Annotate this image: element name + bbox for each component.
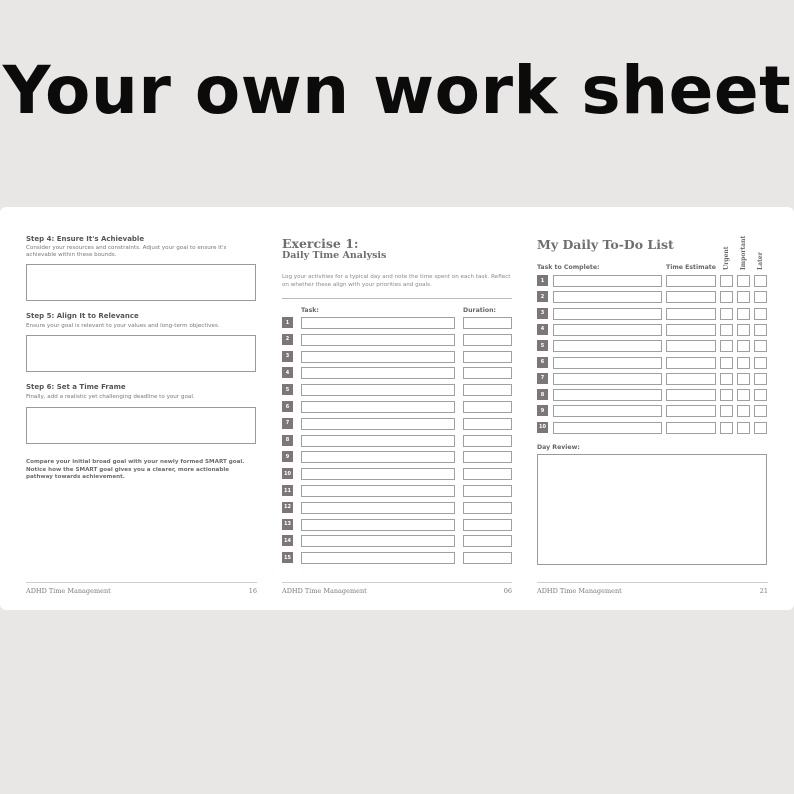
task-field[interactable] <box>301 418 455 430</box>
step-6-answer-box[interactable] <box>26 407 256 444</box>
row-number: 8 <box>537 389 548 400</box>
duration-field[interactable] <box>463 485 512 497</box>
row-number: 4 <box>282 367 293 378</box>
later-checkbox[interactable] <box>754 357 767 369</box>
table-row <box>282 384 512 396</box>
col-time-header: Time Estimate <box>666 264 716 271</box>
step-6-title: Step 6: Set a Time Frame <box>26 383 126 391</box>
duration-field[interactable] <box>463 418 512 430</box>
duration-field[interactable] <box>463 401 512 413</box>
table-row <box>282 418 512 430</box>
step-4-desc: Consider your resources and constraints. Adjust your goal to ensure it's achievable within these bounds. <box>26 245 227 258</box>
duration-field[interactable] <box>463 317 512 329</box>
step-5-desc: Ensure your goal is relevant to your values and long-term objectives. <box>26 323 220 329</box>
urgent-checkbox[interactable] <box>720 275 733 287</box>
middle-page <box>282 207 512 610</box>
time-estimate-field[interactable] <box>666 422 716 434</box>
important-checkbox[interactable] <box>737 405 750 417</box>
col-task-header: Task: <box>301 307 319 314</box>
time-estimate-field[interactable] <box>666 308 716 320</box>
step-4-title: Step 4: Ensure It's Achievable <box>26 235 145 243</box>
footer-title: ADHD Time Management <box>282 587 367 595</box>
task-field[interactable] <box>553 389 662 401</box>
row-number: 9 <box>537 405 548 416</box>
time-estimate-field[interactable] <box>666 340 716 352</box>
row-number: 4 <box>537 324 548 335</box>
task-field[interactable] <box>301 384 455 396</box>
table-row <box>282 351 512 363</box>
right-footer <box>537 582 768 595</box>
task-field[interactable] <box>553 308 662 320</box>
time-estimate-field[interactable] <box>666 275 716 287</box>
right-page <box>537 207 768 610</box>
table-row <box>282 485 512 497</box>
row-number: 6 <box>282 401 293 412</box>
table-row <box>537 389 767 401</box>
task-field[interactable] <box>301 367 455 379</box>
step-6-desc: Finally, add a realistic yet challenging deadline to your goal. <box>26 394 195 400</box>
later-checkbox[interactable] <box>754 422 767 434</box>
time-estimate-field[interactable] <box>666 357 716 369</box>
time-estimate-field[interactable] <box>666 405 716 417</box>
task-field[interactable] <box>301 334 455 346</box>
table-row <box>282 317 512 329</box>
task-field[interactable] <box>553 405 662 417</box>
task-field[interactable] <box>301 485 455 497</box>
task-field[interactable] <box>553 422 662 434</box>
urgent-checkbox[interactable] <box>720 405 733 417</box>
urgent-checkbox[interactable] <box>720 291 733 303</box>
table-row <box>282 334 512 346</box>
important-checkbox[interactable] <box>737 357 750 369</box>
step-4-answer-box[interactable] <box>26 264 256 301</box>
duration-field[interactable] <box>463 367 512 379</box>
later-checkbox[interactable] <box>754 340 767 352</box>
middle-footer <box>282 582 512 595</box>
left-page <box>26 207 257 610</box>
task-field[interactable] <box>301 435 455 447</box>
exercise-desc: Log your activities for a typical day and note the time spent on each task. Reflect on whether these align with your priorities and goals. <box>282 274 511 288</box>
page-number: 21 <box>759 587 768 595</box>
important-checkbox[interactable] <box>737 291 750 303</box>
step-5-answer-box[interactable] <box>26 335 256 372</box>
row-number: 1 <box>537 275 548 286</box>
duration-field[interactable] <box>463 435 512 447</box>
row-number: 10 <box>537 422 548 433</box>
exercise-subtitle: Daily Time Analysis <box>282 250 387 261</box>
table-row <box>537 308 767 320</box>
duration-field[interactable] <box>463 502 512 514</box>
later-checkbox[interactable] <box>754 405 767 417</box>
row-number: 5 <box>537 340 548 351</box>
later-checkbox[interactable] <box>754 373 767 385</box>
row-number: 7 <box>537 373 548 384</box>
table-row <box>282 535 512 547</box>
duration-field[interactable] <box>463 552 512 564</box>
duration-field[interactable] <box>463 351 512 363</box>
duration-field[interactable] <box>463 451 512 463</box>
task-field[interactable] <box>301 317 455 329</box>
compare-note: Compare your initial broad goal with your newly formed SMART goal. Notice how the SMART goal gives you a clearer, more actionable pathway towards achievement. <box>26 459 245 480</box>
row-number: 10 <box>282 468 293 479</box>
important-checkbox[interactable] <box>737 308 750 320</box>
footer-title: ADHD Time Management <box>26 587 111 595</box>
later-checkbox[interactable] <box>754 308 767 320</box>
task-field[interactable] <box>553 324 662 336</box>
later-checkbox[interactable] <box>754 389 767 401</box>
later-checkbox[interactable] <box>754 275 767 287</box>
col-task-header: Task to Complete: <box>537 264 600 271</box>
left-footer <box>26 582 257 595</box>
table-row <box>537 373 767 385</box>
duration-field[interactable] <box>463 519 512 531</box>
row-number: 14 <box>282 535 293 546</box>
urgent-checkbox[interactable] <box>720 324 733 336</box>
time-estimate-field[interactable] <box>666 389 716 401</box>
task-field[interactable] <box>553 275 662 287</box>
task-field[interactable] <box>301 351 455 363</box>
day-review-box[interactable] <box>537 454 767 565</box>
table-row <box>282 552 512 564</box>
row-number: 15 <box>282 552 293 563</box>
duration-field[interactable] <box>463 384 512 396</box>
todo-title: My Daily To-Do List <box>537 237 674 252</box>
task-field[interactable] <box>553 291 662 303</box>
col-important-header: Important <box>740 235 747 270</box>
task-field[interactable] <box>301 451 455 463</box>
important-checkbox[interactable] <box>737 324 750 336</box>
time-estimate-field[interactable] <box>666 324 716 336</box>
day-review-label: Day Review: <box>537 444 580 451</box>
table-row <box>537 357 767 369</box>
table-row <box>282 519 512 531</box>
table-row <box>282 367 512 379</box>
urgent-checkbox[interactable] <box>720 422 733 434</box>
urgent-checkbox[interactable] <box>720 340 733 352</box>
later-checkbox[interactable] <box>754 291 767 303</box>
row-number: 1 <box>282 317 293 328</box>
task-field[interactable] <box>301 519 455 531</box>
table-row <box>282 451 512 463</box>
task-field[interactable] <box>553 340 662 352</box>
row-number: 9 <box>282 451 293 462</box>
task-field[interactable] <box>301 535 455 547</box>
important-checkbox[interactable] <box>737 340 750 352</box>
col-duration-header: Duration: <box>463 307 496 314</box>
table-row <box>282 502 512 514</box>
table-row <box>537 324 767 336</box>
table-row <box>537 291 767 303</box>
table-row <box>537 275 767 287</box>
urgent-checkbox[interactable] <box>720 357 733 369</box>
urgent-checkbox[interactable] <box>720 308 733 320</box>
table-row <box>282 435 512 447</box>
time-estimate-field[interactable] <box>666 291 716 303</box>
table-row <box>282 401 512 413</box>
row-number: 13 <box>282 519 293 530</box>
task-field[interactable] <box>301 502 455 514</box>
duration-field[interactable] <box>463 334 512 346</box>
row-number: 5 <box>282 384 293 395</box>
footer-title: ADHD Time Management <box>537 587 622 595</box>
worksheet-spread <box>0 207 794 610</box>
important-checkbox[interactable] <box>737 389 750 401</box>
time-estimate-field[interactable] <box>666 373 716 385</box>
table-row <box>537 405 767 417</box>
col-later-header: Later <box>757 252 764 270</box>
important-checkbox[interactable] <box>737 373 750 385</box>
page-headline: Your own work sheet <box>2 52 792 129</box>
divider <box>282 298 512 299</box>
urgent-checkbox[interactable] <box>720 389 733 401</box>
duration-field[interactable] <box>463 535 512 547</box>
urgent-checkbox[interactable] <box>720 373 733 385</box>
exercise-title: Exercise 1: <box>282 236 359 251</box>
task-field[interactable] <box>301 552 455 564</box>
col-urgent-header: Urgent <box>723 246 730 270</box>
row-number: 8 <box>282 435 293 446</box>
task-field[interactable] <box>301 468 455 480</box>
important-checkbox[interactable] <box>737 275 750 287</box>
page-number: 16 <box>248 587 257 595</box>
row-number: 2 <box>537 291 548 302</box>
table-row <box>537 340 767 352</box>
duration-field[interactable] <box>463 468 512 480</box>
table-row <box>537 422 767 434</box>
step-5-title: Step 5: Align It to Relevance <box>26 312 139 320</box>
row-number: 11 <box>282 485 293 496</box>
task-field[interactable] <box>553 373 662 385</box>
row-number: 7 <box>282 418 293 429</box>
table-row <box>282 468 512 480</box>
row-number: 2 <box>282 334 293 345</box>
row-number: 3 <box>537 308 548 319</box>
row-number: 12 <box>282 502 293 513</box>
task-field[interactable] <box>301 401 455 413</box>
row-number: 3 <box>282 351 293 362</box>
page-number: 06 <box>503 587 512 595</box>
later-checkbox[interactable] <box>754 324 767 336</box>
task-field[interactable] <box>553 357 662 369</box>
row-number: 6 <box>537 357 548 368</box>
important-checkbox[interactable] <box>737 422 750 434</box>
